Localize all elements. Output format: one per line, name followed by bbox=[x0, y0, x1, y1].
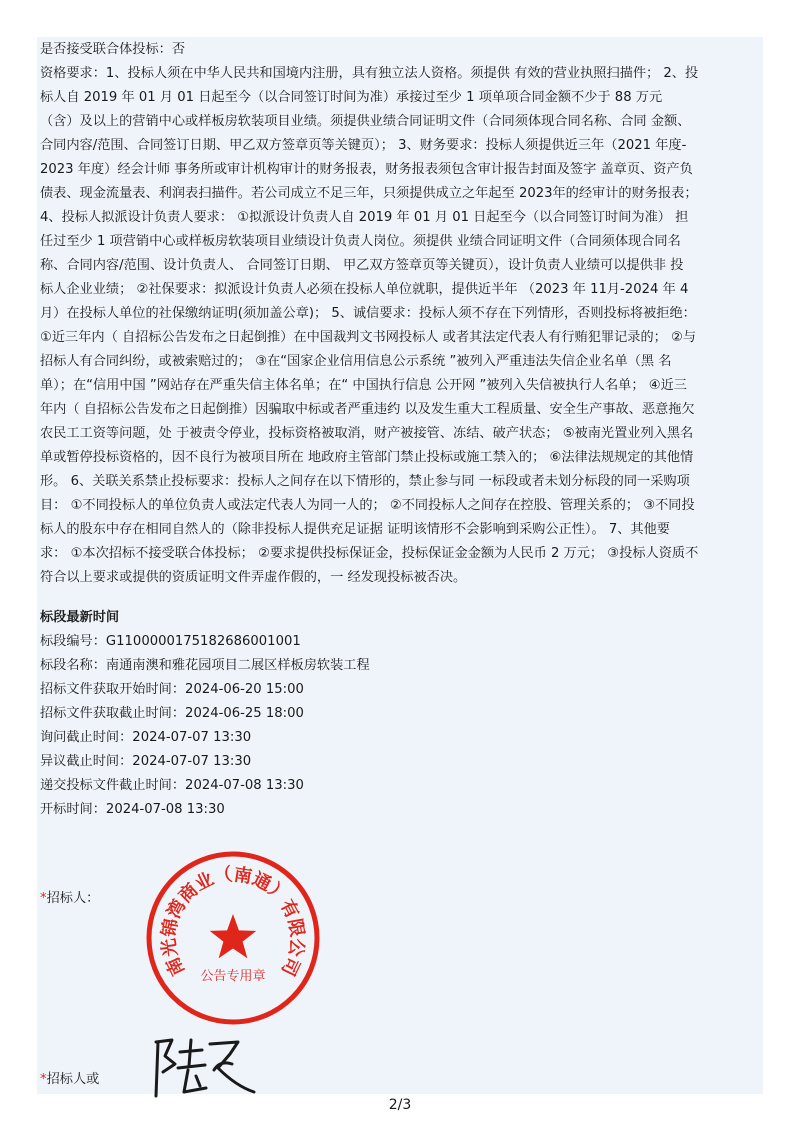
paragraph-line: 合同内容/范围、合同签订日期、甲乙双方签章页等关键页）； 3、财务要求：投标人须提供近三年（2021 年度- bbox=[40, 138, 687, 153]
tenderer-label: 招标人： bbox=[46, 891, 100, 906]
page-number: 2/3 bbox=[388, 1097, 412, 1113]
paragraph-line: （含）及以上的营销中心或样板房软装项目业绩。须提供业绩合同证明文件（合同须体现合同名称、合同 金额、 bbox=[40, 114, 691, 129]
paragraph-line: 单或暂停投标资格的，因不良行为被项目所在 地政府主管部门禁止投标或施工禁入的； ⑥法律法规规定的其他情 bbox=[40, 450, 694, 465]
paragraph-line: 形。 6、关联关系禁止投标要求：投标人之间存在以下情形的，禁止参与同 一标段或者未划分标段的同一采购项 bbox=[40, 474, 690, 489]
paragraph-line: 债表、现金流量表、利润表扫描件。若公司成立不足三年，只须提供成立之年起至 2023年的经审计的财务报表； bbox=[40, 186, 698, 201]
info-line: 招标文件获取开始时间：2024-06-20 15:00 bbox=[40, 682, 304, 697]
paragraph-line: 单）；在“信用中国 ”网站存在严重失信主体名单；在“ 中国执行信息 公开网 ”被列入失信被执行人名单； ④近三 bbox=[40, 378, 687, 393]
paragraph-line: 标人企业业绩； ②社保要求：拟派设计负责人必须在投标人单位就职，提供近半年 （2023 年 11月-2024 年 4 bbox=[40, 282, 689, 297]
info-line: 标段名称：南通南澳和雅花园项目二展区样板房软装工程 bbox=[40, 658, 370, 673]
info-line: 招标文件获取截止时间：2024-06-25 18:00 bbox=[40, 706, 304, 721]
paragraph-line: 招标人有合同纠纷，或被索赔过的； ③在“国家企业信用信息公示系统 ”被列入严重违法失信企业名单（黑 名 bbox=[40, 354, 672, 369]
section-title: 标段最新时间 bbox=[40, 610, 120, 625]
required-mark: * bbox=[40, 891, 47, 906]
paragraph-line: 月）在投标人单位的社保缴纳证明(须加盖公章)； 5、诚信要求：投标人须不存在下列情形，否则投标将被拒绝： bbox=[40, 306, 696, 321]
paragraph-line: 年内（ 自招标公告发布之日起倒推）因骗取中标或者严重违约 以及发生重大工程质量、安全生产事故、恶意拖欠 bbox=[40, 402, 695, 417]
info-line: 开标时间：2024-07-08 13:30 bbox=[40, 802, 225, 817]
paragraph-line: 目： ①不同投标人的单位负责人或法定代表人为同一人的； ②不同投标人之间存在控股、管理关系的； ③不同投 bbox=[40, 498, 695, 513]
paragraph-line: 任过至少 1 项营销中心或样板房软装项目业绩设计负责人岗位。须提供 业绩合同证明文件（合同须体现合同名 bbox=[40, 234, 681, 249]
paragraph-line: 求： ①本次招标不接受联合体投标； ②要求提供投标保证金，投标保证金金额为人民币 2 万元； ③投标人资质不 bbox=[40, 546, 699, 561]
seal-purpose-text: 公告专用章 bbox=[200, 969, 266, 984]
paragraph-line: 农民工工资等问题，处 于被责令停业，投标资格被取消，财产被接管、冻结、破产状态； ⑤被南光置业列入黑名 bbox=[40, 426, 694, 441]
paragraph-line: 符合以上要求或提供的资质证明文件弄虚作假的，一 经发现投标被否决。 bbox=[40, 570, 467, 585]
paragraph-line: 标人自 2019 年 01 月 01 日起至今（以合同签订时间为准）承接过至少 1 项单项合同金额不少于 88 万元 bbox=[40, 90, 663, 105]
paragraph-line: ①近三年内（ 自招标公告发布之日起倒推）在中国裁判文书网投标人 或者其法定代表人有行贿犯罪记录的； ②与 bbox=[40, 330, 697, 345]
handwritten-signature bbox=[148, 1030, 263, 1102]
paragraph-line: 资格要求：1、投标人须在中华人民共和国境内注册，具有独立法人资格。须提供 有效的营业执照扫描件； 2、投 bbox=[40, 66, 699, 81]
info-line: 异议截止时间：2024-07-07 13:30 bbox=[40, 754, 252, 769]
tenderer-or-label-row bbox=[40, 1068, 99, 1087]
paragraph-line: 称、合同内容/范围、设计负责人、 合同签订日期、 甲乙双方签章页等关键页），设计负责人业绩可以提供非 投 bbox=[40, 258, 684, 273]
info-line: 标段编号：G1100000175182686001001 bbox=[40, 634, 301, 649]
seal-star-icon bbox=[210, 914, 257, 958]
seal-company-text: 南光锦湾商业（南通）有限公司 bbox=[158, 864, 308, 979]
tenderer-label-row bbox=[40, 887, 99, 906]
company-seal bbox=[143, 848, 323, 1028]
info-line: 递交投标文件截止时间：2024-07-08 13:30 bbox=[40, 778, 304, 793]
paragraph-line: 2023 年度）经会计师 事务所或审计机构审计的财务报表，财务报表须包含审计报告封面及签字 盖章页、资产负 bbox=[40, 162, 693, 177]
required-mark: * bbox=[40, 1072, 47, 1087]
info-line: 询问截止时间：2024-07-07 13:30 bbox=[40, 730, 252, 745]
tenderer-or-label: 招标人或 bbox=[46, 1072, 100, 1087]
paragraph-line: 标人的股东中存在相同自然人的（除非投标人提供充足证据 证明该情形不会影响到采购公正性）。 7、其他要 bbox=[40, 522, 670, 537]
paragraph-line: 是否接受联合体投标：否 bbox=[40, 42, 186, 57]
paragraph-line: 4、投标人拟派设计负责人要求： ①拟派设计负责人自 2019 年 01 月 01 日起至今（以合同签订时间为准） 担 bbox=[40, 210, 689, 225]
